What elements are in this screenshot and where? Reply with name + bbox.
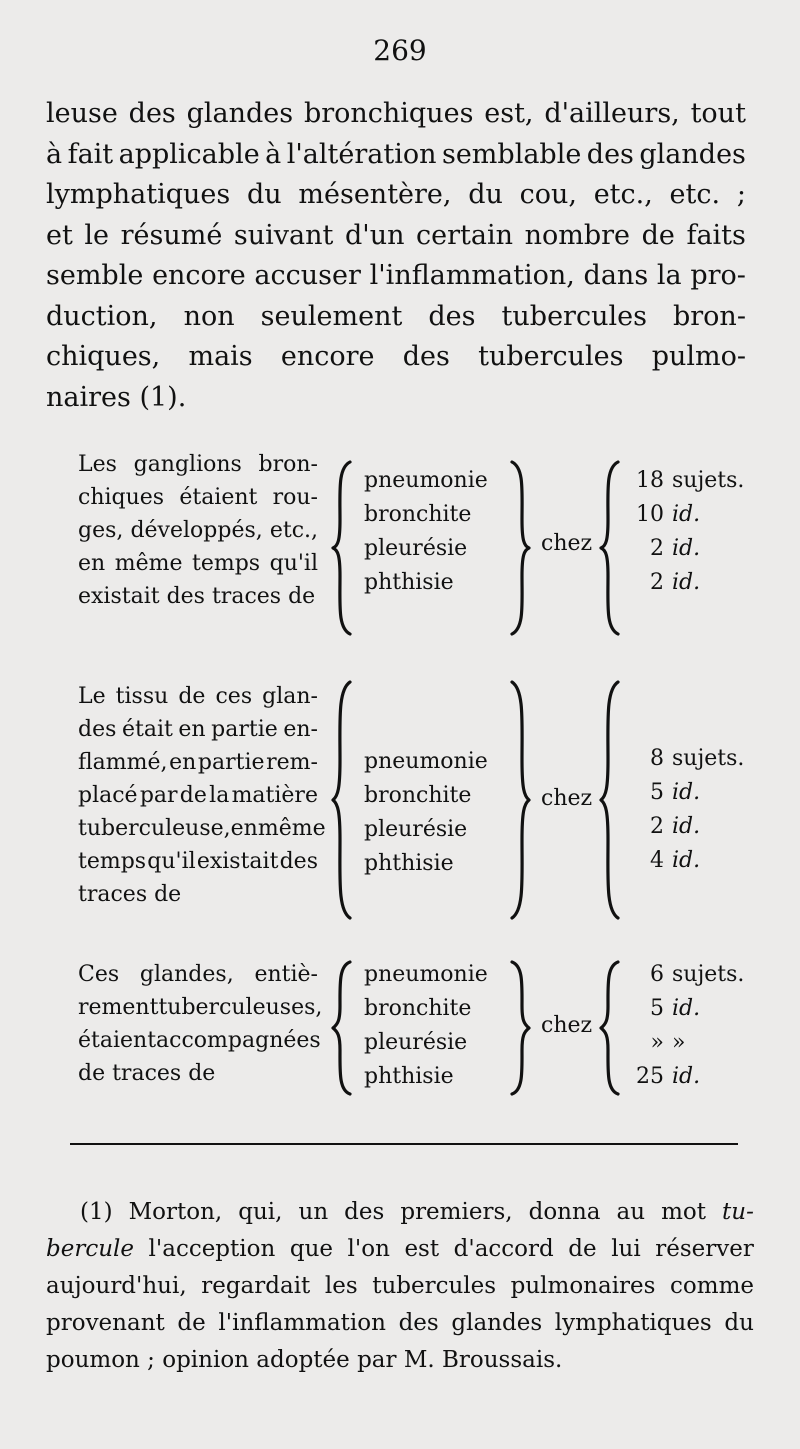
paragraph-line bbox=[46, 216, 746, 257]
description-line bbox=[78, 991, 323, 1024]
description-line bbox=[78, 547, 318, 580]
word: l'inflammation bbox=[218, 1310, 386, 1336]
word: bronchiques bbox=[303, 98, 474, 129]
word: rem- bbox=[266, 750, 318, 775]
paragraph-line bbox=[46, 135, 746, 176]
word: du bbox=[724, 1310, 754, 1336]
description-line bbox=[78, 779, 318, 812]
word: applicable bbox=[118, 138, 260, 170]
word: placé bbox=[78, 783, 138, 808]
word: temps bbox=[78, 849, 147, 874]
word: l'acception bbox=[148, 1236, 276, 1262]
summary-group-1 bbox=[0, 448, 800, 638]
word: résumé bbox=[120, 219, 223, 251]
paragraph-line bbox=[46, 297, 746, 338]
word: lui bbox=[611, 1236, 641, 1262]
word: bron- bbox=[672, 300, 746, 332]
left-brace bbox=[598, 960, 622, 1096]
disease-list bbox=[364, 464, 488, 600]
word: non bbox=[183, 300, 235, 332]
word: regardait bbox=[201, 1273, 311, 1299]
word: encore bbox=[280, 341, 375, 372]
word: Les bbox=[78, 452, 117, 477]
word: étaient bbox=[179, 485, 258, 510]
word: de bbox=[641, 219, 675, 251]
footnote-line bbox=[46, 1268, 754, 1305]
word: tuberculeuses, bbox=[158, 995, 323, 1020]
word: aujourd'hui, bbox=[46, 1273, 187, 1299]
word: des bbox=[398, 1310, 439, 1336]
word: fait bbox=[67, 138, 114, 170]
word: un bbox=[298, 1199, 329, 1225]
word: même bbox=[114, 551, 183, 576]
word: duction, bbox=[46, 300, 158, 332]
disease-item: bronchite bbox=[364, 996, 472, 1021]
count-list bbox=[620, 958, 750, 1094]
word: d'ailleurs, bbox=[544, 98, 680, 129]
count-item: 4 id. bbox=[650, 848, 701, 873]
disease-item: pneumonie bbox=[364, 962, 488, 987]
word: de bbox=[177, 1310, 206, 1336]
description-line: de traces de bbox=[78, 1061, 216, 1086]
word: de bbox=[179, 783, 207, 808]
count-item: 5 id. bbox=[650, 780, 701, 805]
word: seulement bbox=[260, 300, 403, 332]
word: lymphatiques bbox=[554, 1310, 712, 1336]
description-line: traces de bbox=[78, 882, 182, 907]
word: le bbox=[84, 219, 110, 251]
word: mais bbox=[188, 341, 253, 372]
word: entiè- bbox=[254, 962, 318, 987]
word: dans bbox=[583, 260, 649, 291]
word: partie bbox=[197, 750, 265, 775]
word: glandes bbox=[186, 98, 294, 129]
word: l'altération bbox=[286, 138, 437, 170]
group-description bbox=[78, 958, 323, 1090]
word: réserver bbox=[655, 1236, 754, 1262]
description-line bbox=[78, 481, 318, 514]
footnote-line bbox=[46, 1194, 754, 1231]
summary-group-2 bbox=[0, 680, 800, 925]
word: flammé, bbox=[78, 750, 168, 775]
footnote-line bbox=[46, 1305, 754, 1342]
word: ges, bbox=[78, 518, 124, 543]
word: même bbox=[257, 816, 326, 841]
word: etc. bbox=[669, 179, 721, 210]
word: tuberculeuse, bbox=[78, 816, 231, 841]
word: Morton, bbox=[128, 1199, 223, 1225]
word: de bbox=[568, 1236, 597, 1262]
description-line bbox=[78, 845, 318, 878]
word: matière bbox=[231, 783, 318, 808]
word: rement bbox=[78, 995, 159, 1020]
footnote bbox=[46, 1194, 754, 1379]
word: faits bbox=[686, 219, 746, 251]
word: pro- bbox=[690, 260, 746, 291]
disease-item: pleurésie bbox=[364, 536, 468, 561]
count-item: 5 id. bbox=[650, 996, 701, 1021]
word: nombre bbox=[524, 219, 631, 251]
word: des bbox=[402, 341, 450, 372]
word: temps bbox=[192, 551, 261, 576]
disease-item: phthisie bbox=[364, 570, 454, 595]
count-item: » » bbox=[650, 1030, 686, 1055]
word: la bbox=[209, 783, 230, 808]
right-brace bbox=[508, 460, 532, 636]
paragraph-line bbox=[46, 256, 746, 297]
word: et bbox=[46, 219, 73, 251]
word: premiers, bbox=[400, 1199, 513, 1225]
word: tubercules bbox=[478, 341, 624, 372]
word: cou, bbox=[519, 179, 577, 210]
description-line bbox=[78, 713, 318, 746]
word: du bbox=[246, 179, 282, 210]
disease-item: phthisie bbox=[364, 1064, 454, 1089]
word: glandes, bbox=[139, 962, 234, 987]
word: de bbox=[178, 684, 206, 709]
word: des bbox=[128, 98, 176, 129]
footnote-line: poumon ; opinion adoptée par M. Broussais. bbox=[46, 1347, 563, 1373]
word: bercule bbox=[46, 1236, 134, 1262]
left-brace bbox=[330, 960, 354, 1096]
count-item: 2 id. bbox=[650, 570, 701, 595]
word: semblable bbox=[441, 138, 582, 170]
word: par bbox=[139, 783, 178, 808]
description-line bbox=[78, 514, 318, 547]
description-line: existait des traces de bbox=[78, 584, 316, 609]
word: etc., bbox=[269, 518, 318, 543]
word: accuser bbox=[254, 260, 361, 291]
word: en- bbox=[283, 717, 318, 742]
word: existait bbox=[196, 849, 279, 874]
count-item: 6 sujets. bbox=[650, 962, 745, 987]
disease-item: bronchite bbox=[364, 502, 472, 527]
word: lymphatiques bbox=[46, 179, 231, 210]
word: (1) bbox=[80, 1199, 113, 1225]
word: étaient bbox=[78, 1028, 157, 1053]
summary-group-3 bbox=[0, 958, 800, 1098]
word: accompagnées bbox=[156, 1028, 321, 1053]
word: qu'il bbox=[269, 551, 318, 576]
word: tu- bbox=[722, 1199, 754, 1225]
disease-item: bronchite bbox=[364, 783, 472, 808]
word: l'on bbox=[347, 1236, 390, 1262]
word: certain bbox=[416, 219, 514, 251]
word: des bbox=[279, 849, 318, 874]
word: Le bbox=[78, 684, 106, 709]
word: mésentère, bbox=[298, 179, 452, 210]
count-item: 18 sujets. bbox=[636, 468, 745, 493]
word: est bbox=[404, 1236, 440, 1262]
word: semble bbox=[46, 260, 144, 291]
left-brace bbox=[330, 460, 354, 636]
left-brace bbox=[598, 460, 622, 636]
description-line bbox=[78, 448, 318, 481]
footnote-line bbox=[46, 1231, 754, 1268]
disease-item: phthisie bbox=[364, 851, 454, 876]
word: provenant bbox=[46, 1310, 165, 1336]
word: bron- bbox=[258, 452, 318, 477]
word: des bbox=[78, 717, 117, 742]
word: encore bbox=[152, 260, 246, 291]
main-paragraph bbox=[46, 94, 746, 418]
disease-item: pleurésie bbox=[364, 817, 468, 842]
word: pulmo- bbox=[651, 341, 746, 372]
word: d'accord bbox=[453, 1236, 554, 1262]
count-list bbox=[620, 464, 750, 600]
word: glandes bbox=[639, 138, 746, 170]
word: glan- bbox=[262, 684, 318, 709]
word: développés, bbox=[130, 518, 263, 543]
word: glandes bbox=[451, 1310, 543, 1336]
word: tout bbox=[690, 98, 746, 129]
paragraph-line: naires (1). bbox=[46, 381, 187, 413]
count-item: 8 sujets. bbox=[650, 746, 745, 771]
word: des bbox=[428, 300, 476, 332]
word: donna bbox=[528, 1199, 601, 1225]
word: en bbox=[78, 551, 106, 576]
word: tubercules bbox=[501, 300, 647, 332]
paragraph-line bbox=[46, 175, 746, 216]
description-line bbox=[78, 958, 318, 991]
word: des bbox=[344, 1199, 385, 1225]
word: suivant bbox=[233, 219, 334, 251]
word: la bbox=[656, 260, 682, 291]
word: chiques, bbox=[46, 341, 161, 372]
word: tissu bbox=[115, 684, 169, 709]
word: tubercules bbox=[372, 1273, 497, 1299]
description-line bbox=[78, 812, 326, 845]
description-line bbox=[78, 746, 318, 779]
count-item: 2 id. bbox=[650, 536, 701, 561]
left-brace bbox=[598, 680, 622, 920]
word: etc., bbox=[593, 179, 653, 210]
word: l'inflammation, bbox=[369, 260, 575, 291]
word: comme bbox=[670, 1273, 754, 1299]
word: mot bbox=[661, 1199, 707, 1225]
count-item: 25 id. bbox=[636, 1064, 701, 1089]
count-list bbox=[620, 742, 750, 878]
word: au bbox=[616, 1199, 646, 1225]
disease-list bbox=[364, 745, 488, 881]
right-brace bbox=[508, 960, 532, 1096]
word: ces bbox=[215, 684, 253, 709]
word: ; bbox=[736, 179, 746, 210]
count-item: 10 id. bbox=[636, 502, 701, 527]
word: à bbox=[265, 138, 282, 170]
disease-item: pneumonie bbox=[364, 749, 488, 774]
word: chiques bbox=[78, 485, 165, 510]
page-number: 269 bbox=[373, 34, 427, 67]
word: leuse bbox=[46, 98, 118, 129]
description-line bbox=[78, 680, 318, 713]
word: en bbox=[178, 717, 206, 742]
paragraph-line bbox=[46, 94, 746, 135]
disease-item: pleurésie bbox=[364, 1030, 468, 1055]
connector-chez: chez bbox=[541, 1013, 593, 1038]
word: en bbox=[169, 750, 197, 775]
word: les bbox=[324, 1273, 358, 1299]
right-brace bbox=[508, 680, 532, 920]
word: en bbox=[230, 816, 258, 841]
word: ganglions bbox=[133, 452, 242, 477]
word: est, bbox=[484, 98, 534, 129]
word: qui, bbox=[238, 1199, 283, 1225]
word: partie bbox=[211, 717, 278, 742]
connector-chez: chez bbox=[541, 531, 593, 556]
connector-chez: chez bbox=[541, 786, 593, 811]
count-item: 2 id. bbox=[650, 814, 701, 839]
paragraph-line bbox=[46, 337, 746, 378]
word: rou- bbox=[272, 485, 318, 510]
word: était bbox=[121, 717, 173, 742]
disease-list bbox=[364, 958, 488, 1094]
word: du bbox=[468, 179, 503, 210]
footnote-rule bbox=[70, 1143, 738, 1145]
group-description bbox=[78, 448, 318, 613]
word: d'un bbox=[344, 219, 405, 251]
description-line bbox=[78, 1024, 321, 1057]
disease-item: pneumonie bbox=[364, 468, 488, 493]
left-brace bbox=[330, 680, 354, 920]
word: des bbox=[586, 138, 634, 170]
word: que bbox=[289, 1236, 333, 1262]
word: qu'il bbox=[147, 849, 196, 874]
group-description bbox=[78, 680, 326, 911]
word: pulmonaires bbox=[510, 1273, 656, 1299]
word: à bbox=[46, 138, 63, 170]
word: Ces bbox=[78, 962, 120, 987]
